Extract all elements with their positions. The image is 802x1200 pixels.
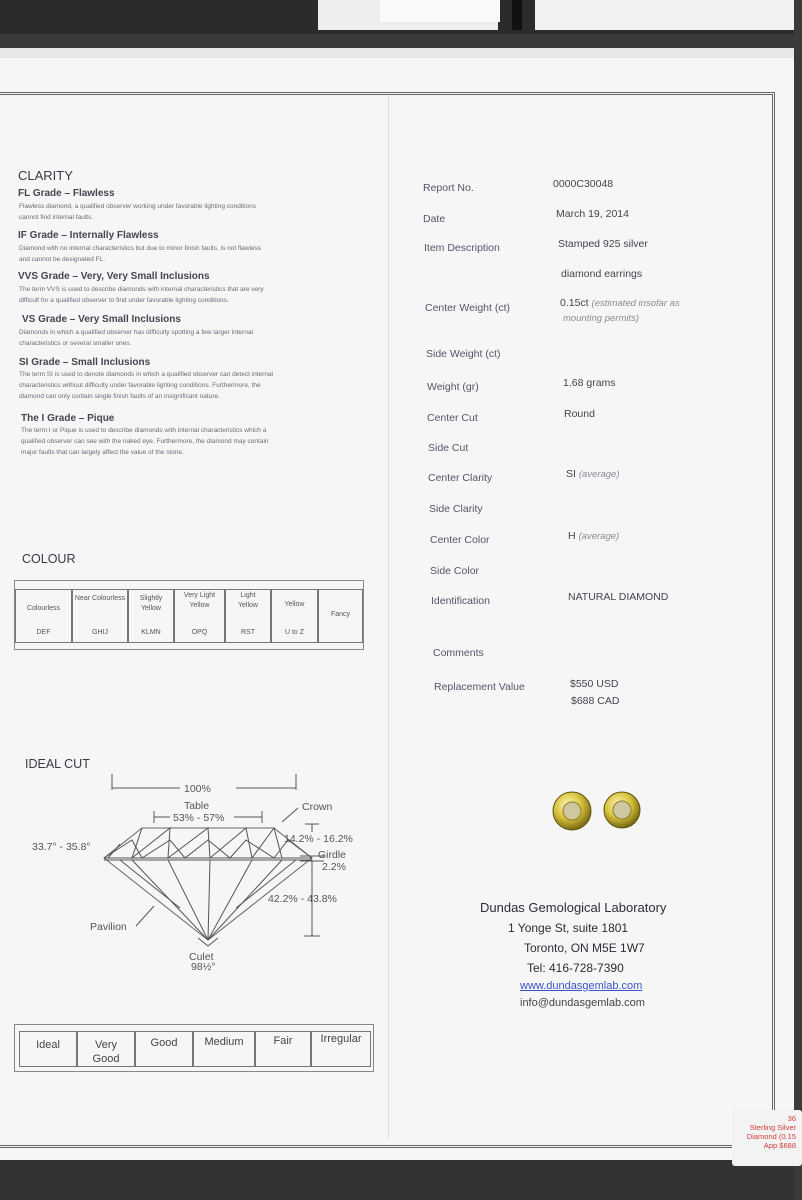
cut-grade-cell: Ideal [19,1031,77,1067]
colour-scale-table [14,580,364,650]
center-clarity-label: Center Clarity [428,472,493,484]
weight-value: 1.68 grams [563,377,616,389]
girdle-label: Girdle [318,849,347,861]
clarity-grade-desc: Flawless diamond, a qualified observer working under favorable lighting conditions cannot find internal faults. [19,203,257,221]
background-bottom [0,1160,794,1200]
earrings-photo [548,786,648,836]
lab-email: info@dundasgemlab.com [520,997,645,1009]
center-cut-label: Center Cut [427,412,478,424]
pavilion-label: Pavilion [90,921,127,933]
center-weight-value: 0.15ct (estimated insofar as [560,297,680,309]
background-object [512,0,522,30]
center-clarity-value: SI (average) [566,468,620,480]
colour-cell: Fancy [318,589,363,643]
lab-address-line1: 1 Yonge St, suite 1801 [508,921,629,935]
background-paper-scrap [380,0,500,22]
cut-grade-cell: Good [135,1031,193,1067]
lab-website-link[interactable]: www.dundasgemlab.com [520,980,643,992]
date-label: Date [423,213,446,225]
clarity-grade-title: FL Grade – Flawless [18,188,115,199]
item-description-label: Item Description [424,242,500,254]
pavilion-depth-label: 42.2% - 43.8% [268,893,337,905]
width-label: 100% [184,783,211,795]
replacement-cad: $688 CAD [571,695,620,707]
side-color-label: Side Color [430,565,480,577]
item-description-line2: diamond earrings [561,268,643,280]
identification-label: Identification [431,595,490,607]
clarity-grade-title: VS Grade – Very Small Inclusions [22,314,181,325]
clarity-grade-desc: Diamond with no internal characteristics but due to minor finish faults, is not flawless and cannot be designated FL. [19,245,262,263]
weight-label: Weight (gr) [427,381,479,393]
center-weight-label: Center Weight (ct) [425,302,510,314]
clarity-grade-desc: The term SI is used to denote diamonds in which a qualified observer can detect internal characteristics without difficulty under favorable lighting conditions. Furthermore, the diamond can only contain single finish faults of an insignificant nature. [19,371,274,400]
report-no-value: 0000C30048 [553,178,614,190]
culet-label: Culet [189,951,214,963]
crown-label: Crown [302,801,333,813]
lab-phone: Tel: 416-728-7390 [527,961,624,975]
table-label: Table [184,800,210,812]
colour-cell: Light Yellow RST [225,589,271,643]
center-color-value: H (average) [568,530,620,542]
clarity-grade-title: VVS Grade – Very, Very Small Inclusions [18,271,210,282]
clarity-grade-desc: The term I or Pique is used to describe diamonds with internal characteristics which a qualified observer can see with the naked eye. Furthermore, the diamond may contain major faults that can largely affect the value of the stone. [21,427,269,456]
crown-angle-label: 33.7° - 35.8° [32,841,91,853]
cut-grade-cell: Fair [255,1031,311,1067]
clarity-grade-title: The I Grade – Pique [21,413,115,424]
clarity-grade-title: SI Grade – Small Inclusions [19,357,151,368]
table-range-label: 53% - 57% [173,812,225,824]
lab-address-line2: Toronto, ON M5E 1W7 [524,941,645,955]
report-no-label: Report No. [423,182,474,194]
cut-grade-cell: Medium [193,1031,255,1067]
comments-label: Comments [433,647,484,659]
colour-cell: Near Colourless GHIJ [72,589,128,643]
side-weight-label: Side Weight (ct) [426,348,501,360]
date-value: March 19, 2014 [556,208,629,220]
clarity-heading: CLARITY [18,168,73,183]
crown-height-label: 14.2% - 16.2% [284,833,353,845]
cut-grade-cell: Irregular [311,1031,371,1067]
replacement-usd: $550 USD [570,678,619,690]
colour-cell: Slightly Yellow KLMN [128,589,174,643]
lab-name: Dundas Gemological Laboratory [480,900,667,915]
center-weight-note: mounting permits) [563,313,640,324]
identification-value: NATURAL DIAMOND [568,591,669,603]
culet-pct-label: 98½° [191,961,216,973]
item-description-line1: Stamped 925 silver [558,238,648,250]
center-color-label: Center Color [430,534,490,546]
clarity-grade-desc: The term VVS is used to describe diamonds with internal characteristics that are very difficult for a qualified observer to find under favorable lighting conditions. [19,286,264,304]
center-cut-value: Round [564,408,595,420]
cut-grade-table [14,1024,374,1072]
colour-cell: Colourless DEF [15,589,72,643]
ideal-cut-heading: IDEAL CUT [25,757,90,771]
side-cut-label: Side Cut [428,442,469,454]
fold-line [388,96,389,1138]
girdle-pct-label: 2.2% [322,861,346,873]
colour-heading: COLOUR [22,552,76,566]
cut-grade-cell: Very Good [77,1031,135,1067]
clarity-grade-title: IF Grade – Internally Flawless [18,230,159,241]
colour-cell: Very Light Yellow OPQ [174,589,225,643]
replacement-value-label: Replacement Value [434,681,525,693]
clarity-grade-desc: Diamonds in which a qualified observer has difficulty spotting a few larger internal characteristics or several smaller ones. [19,329,254,347]
diamond-cut-diagram [20,768,380,978]
colour-cell: Yellow U to Z [271,589,318,643]
price-sticker: 36 Sterling Silver Diamond (0.15 App $688 [732,1110,802,1166]
side-clarity-label: Side Clarity [429,503,483,515]
background-paper-scrap [535,0,794,30]
